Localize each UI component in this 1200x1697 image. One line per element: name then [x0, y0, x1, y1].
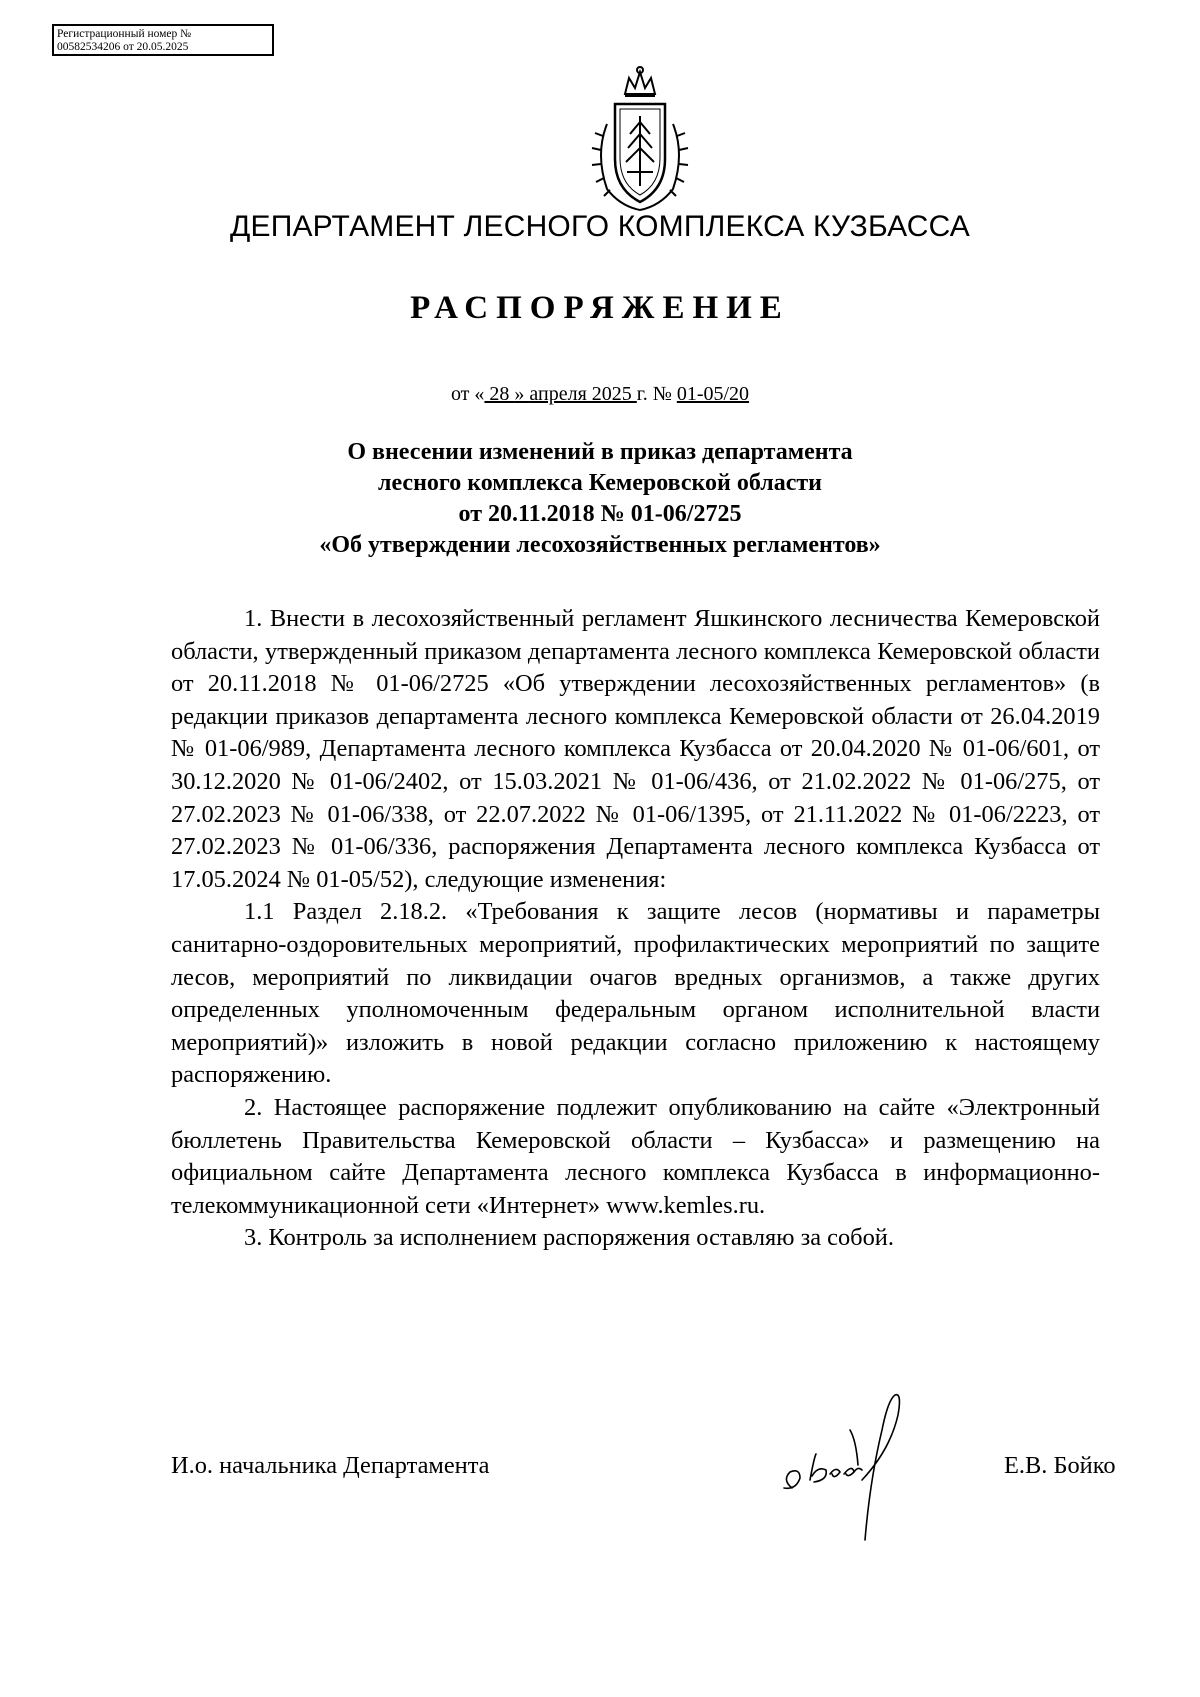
- handwritten-signature: [770, 1370, 960, 1570]
- kuzbass-coat-of-arms-icon: [585, 64, 695, 214]
- subject-line: «Об утверждении лесохозяйственных регламентов»: [319, 532, 881, 558]
- signer-name: Е.В. Бойко: [1004, 1452, 1116, 1479]
- date-mid: »: [514, 383, 530, 405]
- registration-stamp-line2: 00582534206 от 20.05.2025: [57, 41, 189, 53]
- signer-position: И.о. начальника Департамента: [171, 1452, 490, 1479]
- paragraph-1-1: 1.1 Раздел 2.18.2. «Требования к защите лесов (нормативы и параметры санитарно-оздоровительных мероприятий, профилактических мероприятий по защите лесов, мероприятий по ликвидации очагов вредных организмов, а также других определенных уполномоченным федеральным органом исполнительной власти мероприятий)» изложить в новой редакции согласно приложению к настоящему распоряжению.: [171, 898, 1100, 1089]
- date-suffix: г. №: [636, 383, 677, 405]
- date-prefix: от «: [450, 383, 485, 405]
- paragraph-1: 1. Внести в лесохозяйственный регламент Яшкинского лесничества Кемеровской области, утвержденный приказом департамента лесного комплекса Кемеровской области от 20.11.2018 № 01-06/2725 «Об утверждении лесохозяйственных регламентов» (в редакции приказов департамента лесного комплекса Кемеровской области от 26.04.2019 № 01-06/989, Департамента лесного комплекса Кузбасса от 20.04.2020 № 01-06/601, от 30.12.2020 № 01-06/2402, от 15.03.2021 № 01-06/436, от 21.02.2022 № 01-06/275, от 27.02.2023 № 01-06/338, от 22.07.2022 № 01-06/1395, от 21.11.2022 № 01-06/2223, от 27.02.2023 № 01-06/336, распоряжения Департамента лесного комплекса Кузбасса от 17.05.2024 № 01-05/52), следующие изменения:: [171, 605, 1100, 893]
- paragraph-2: 2. Настоящее распоряжение подлежит опубликованию на сайте «Электронный бюллетень Правительства Кемеровской области – Кузбасса» и размещению на официальном сайте Департамента лесного комплекса Кузбасса в информационно-телекоммуникационной сети «Интернет» www.kemles.ru.: [171, 1093, 1100, 1219]
- document-subject: [0, 437, 1200, 561]
- date-day: 28: [484, 383, 515, 405]
- subject-line: О внесении изменений в приказ департамента: [347, 439, 853, 465]
- order-number: 01-05/20: [676, 383, 750, 405]
- paragraph-3: 3. Контроль за исполнением распоряжения оставляю за собой.: [244, 1224, 894, 1252]
- document-type-heading: РАСПОРЯЖЕНИЕ: [410, 290, 790, 326]
- department-title: ДЕПАРТАМЕНТ ЛЕСНОГО КОМПЛЕКСА КУЗБАССА: [229, 210, 971, 243]
- date-month-year: апреля 2025: [529, 383, 637, 405]
- registration-stamp: [52, 24, 274, 56]
- document-body: [171, 603, 1100, 1255]
- order-date-number-line: [0, 383, 1200, 406]
- registration-stamp-line1: Регистрационный номер №: [57, 28, 192, 40]
- subject-line: лесного комплекса Кемеровской области: [378, 470, 822, 496]
- subject-line: от 20.11.2018 № 01-06/2725: [458, 501, 742, 527]
